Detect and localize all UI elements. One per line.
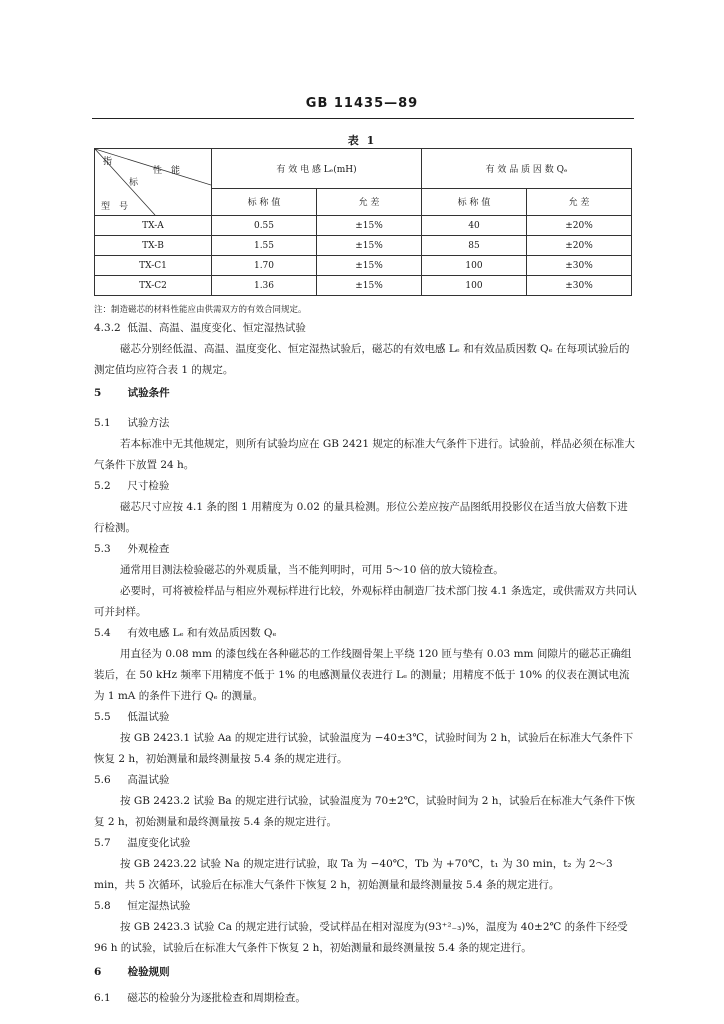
table-note: 注：制造磁芯的材料性能应由供需双方的有效合同规定。 xyxy=(94,305,307,315)
inductance-group-header: 有 效 电 感 Lₑ(mH) xyxy=(212,149,422,189)
section-body: 按 GB 2423.3 试验 Ca 的规定进行试验，受试样品在相对湿度为(93⁺²₋₃)%，温度为 40±2℃ 的条件下经受 96 h 的试验，试验后在标准大气条件下恢复 2 h，初始测量和最终测量按 5.4 条的规定进行。 xyxy=(94,921,628,954)
section-body: 通常用目测法检验磁芯的外观质量，当不能判明时，可用 5～10 倍的放大镜检查。 xyxy=(120,564,504,576)
section-number: 5.4 xyxy=(94,627,111,639)
section-heading xyxy=(94,539,638,560)
table-row xyxy=(95,276,632,296)
section-body: 磁芯的检验分为逐批检查和周期检查。 xyxy=(127,992,306,1004)
section-number: 5.2 xyxy=(94,480,111,492)
section-heading xyxy=(94,623,638,644)
section-number: 5.8 xyxy=(94,900,111,912)
l-tolerance-cell: ±15% xyxy=(317,256,422,276)
l-tolerance-cell: ±15% xyxy=(317,236,422,256)
corner-label-top: 指 xyxy=(103,157,113,167)
standard-header: GB 11435—89 xyxy=(305,96,419,111)
section-5-2 xyxy=(94,476,638,539)
section-body: 用直径为 0.08 mm 的漆包线在各种磁芯的工作线圈骨架上平绕 120 匝与垫有 0.03 mm 间隙片的磁芯正确组装后，在 50 kHz 频率下用精度不低于 1% 的电感测量仪表进行 Lₑ 的测量；用精度不低于 10% 的仪表在测试电流为 1 mA 的条件下进行 Qₑ 的测量。 xyxy=(94,648,632,702)
section-number: 5.6 xyxy=(94,774,111,786)
q-tolerance-cell: ±30% xyxy=(527,256,632,276)
q-nominal-cell: 85 xyxy=(422,236,527,256)
section-title: 尺寸检验 xyxy=(127,480,170,492)
section-5-5 xyxy=(94,707,638,770)
section-6-heading xyxy=(94,962,638,983)
section-heading xyxy=(94,833,638,854)
model-cell: TX-A xyxy=(95,216,212,236)
header-rule xyxy=(92,118,634,119)
q-tolerance-cell: ±20% xyxy=(527,216,632,236)
section-5-6 xyxy=(94,770,638,833)
section-5-heading xyxy=(94,383,638,404)
section-number: 4.3.2 xyxy=(94,322,121,334)
quality-group-header: 有 效 品 质 因 数 Qₑ xyxy=(422,149,632,189)
section-body-continued: 必要时，可将被检样品与相应外观标样进行比较，外观标样由制造厂技术部门按 4.1 条选定，或供需双方共同认可并封样。 xyxy=(94,585,637,618)
table-corner-cell xyxy=(95,149,212,216)
section-body: 按 GB 2423.22 试验 Na 的规定进行试验，取 Ta 为 −40℃，Tb 为 +70℃，t₁ 为 30 min，t₂ 为 2～3 min，共 5 次循环，试验后在标准大气条件下恢复 2 h，初始测量和最终测量按 5.4 条的规定进行。 xyxy=(94,858,613,891)
section-heading xyxy=(94,318,638,339)
section-body: 按 GB 2423.2 试验 Ba 的规定进行试验，试验温度为 70±2℃，试验时间为 2 h，试验后在标准大气条件下恢复 2 h，初始测量和最终测量按 5.4 条的规定进行。 xyxy=(94,795,636,828)
l-nominal-cell: 1.70 xyxy=(212,256,317,276)
corner-label-property: 性 能 xyxy=(153,166,181,176)
section-number: 5.5 xyxy=(94,711,111,723)
section-5-4 xyxy=(94,623,638,707)
table-row xyxy=(95,256,632,276)
section-5-3 xyxy=(94,539,638,623)
q-tolerance-cell: ±20% xyxy=(527,236,632,256)
section-body: 按 GB 2423.1 试验 Aa 的规定进行试验，试验温度为 −40±3℃，试验时间为 2 h，试验后在标准大气条件下恢复 2 h，初始测量和最终测量按 5.4 条的规定进行。 xyxy=(94,732,634,765)
sub-header-l-nominal: 标 称 值 xyxy=(212,188,317,215)
spec-table xyxy=(94,148,632,296)
section-heading xyxy=(94,707,638,728)
sub-header-l-tolerance: 允 差 xyxy=(317,188,422,215)
section-body: 磁芯尺寸应按 4.1 条的图 1 用精度为 0.02 的量具检测。形位公差应按产品图纸用投影仪在适当放大倍数下进行检测。 xyxy=(94,501,628,534)
section-body: 磁芯分别经低温、高温、温度变化、恒定湿热试验后，磁芯的有效电感 Lₑ 和有效品质因数 Qₑ 在每项试验后的测定值均应符合表 1 的规定。 xyxy=(94,343,630,376)
section-title: 外观检查 xyxy=(127,543,170,555)
q-nominal-cell: 100 xyxy=(422,256,527,276)
section-number: 5.1 xyxy=(94,417,111,429)
section-6-1 xyxy=(94,988,638,1009)
sub-header-q-nominal: 标 称 值 xyxy=(422,188,527,215)
section-heading xyxy=(94,413,638,434)
section-number: 5 xyxy=(94,387,102,399)
section-title: 有效电感 Lₑ 和有效品质因数 Qₑ xyxy=(127,627,277,639)
l-tolerance-cell: ±15% xyxy=(317,276,422,296)
section-title: 试验条件 xyxy=(127,387,170,399)
l-nominal-cell: 1.36 xyxy=(212,276,317,296)
section-title: 检验规则 xyxy=(127,966,170,978)
q-nominal-cell: 100 xyxy=(422,276,527,296)
model-cell: TX-C2 xyxy=(95,276,212,296)
section-title: 试验方法 xyxy=(127,417,170,429)
q-tolerance-cell: ±30% xyxy=(527,276,632,296)
model-cell: TX-B xyxy=(95,236,212,256)
section-5-1 xyxy=(94,413,638,476)
table-title: 表 1 xyxy=(347,134,377,147)
section-number: 5.3 xyxy=(94,543,111,555)
section-heading xyxy=(94,896,638,917)
l-nominal-cell: 1.55 xyxy=(212,236,317,256)
l-nominal-cell: 0.55 xyxy=(212,216,317,236)
section-number: 6.1 xyxy=(94,992,111,1004)
q-nominal-cell: 40 xyxy=(422,216,527,236)
section-title: 低温试验 xyxy=(127,711,170,723)
section-title: 温度变化试验 xyxy=(127,837,191,849)
section-title: 恒定湿热试验 xyxy=(127,900,191,912)
section-heading xyxy=(94,770,638,791)
section-body: 若本标准中无其他规定，则所有试验均应在 GB 2421 规定的标准大气条件下进行。试验前，样品必须在标准大气条件下放置 24 h。 xyxy=(94,438,635,471)
section-title: 低温、高温、温度变化、恒定湿热试验 xyxy=(127,322,306,334)
table-row xyxy=(95,236,632,256)
corner-label-model: 型 号 xyxy=(101,202,129,212)
section-heading xyxy=(94,476,638,497)
corner-label-middle: 标 xyxy=(129,178,139,188)
section-number: 6 xyxy=(94,966,102,978)
section-4-3-2 xyxy=(94,318,638,381)
sub-header-q-tolerance: 允 差 xyxy=(527,188,632,215)
l-tolerance-cell: ±15% xyxy=(317,216,422,236)
section-title: 高温试验 xyxy=(127,774,170,786)
model-cell: TX-C1 xyxy=(95,256,212,276)
table-row xyxy=(95,216,632,236)
section-number: 5.7 xyxy=(94,837,111,849)
section-5-7 xyxy=(94,833,638,896)
section-5-8 xyxy=(94,896,638,959)
